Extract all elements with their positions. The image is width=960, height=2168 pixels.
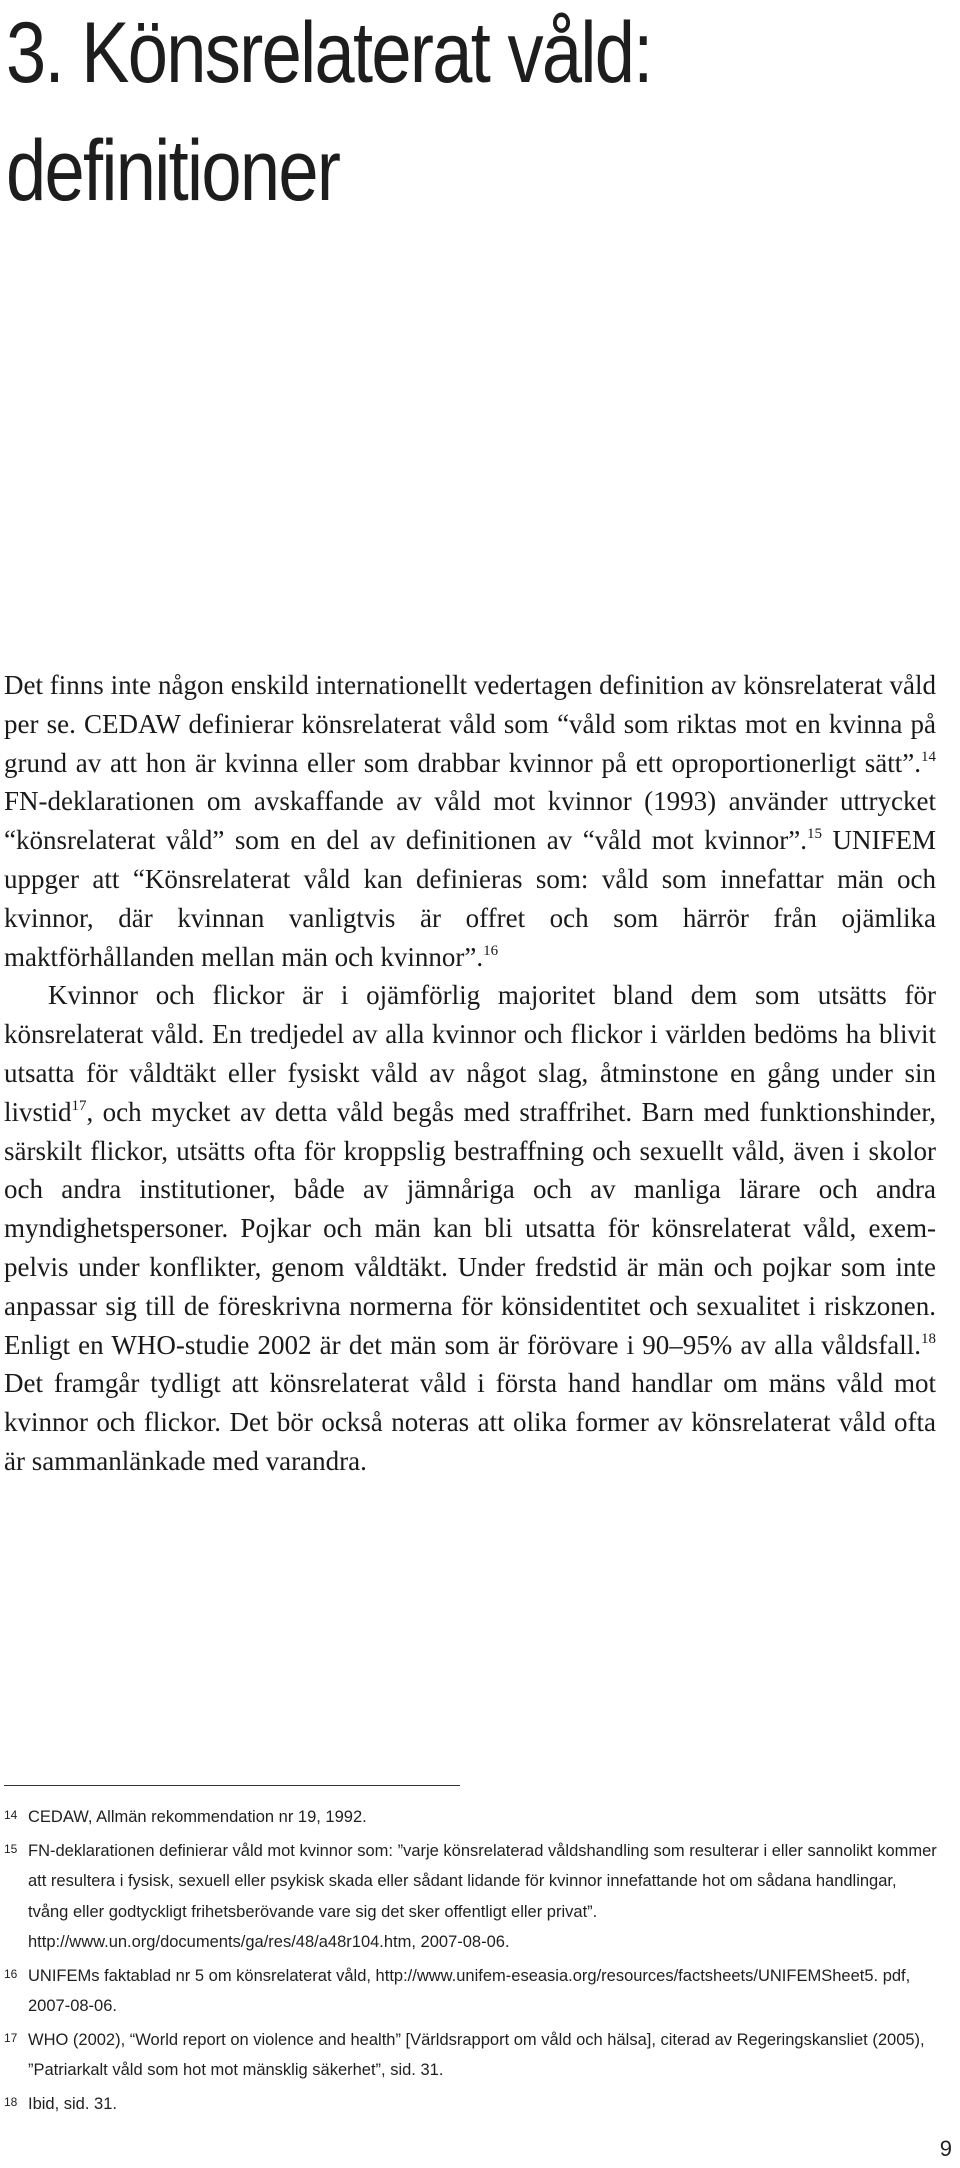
footnote-ref-14[interactable]: 14	[921, 748, 936, 765]
footnote-15	[4, 1836, 939, 1958]
footnote-text: WHO (2002), “World report on violence and health” [Världsrapport om våld och hälsa], citerad av Regeringskansliet (2005), ”Patriarkalt våld som hot mot mänsklig säkerhet”, sid. 31.	[28, 2030, 925, 2079]
footnote-number: 14	[4, 1808, 18, 1822]
footnote-text: CEDAW, Allmän rekommendation nr 19, 1992.	[28, 1808, 367, 1826]
footnote-ref-17[interactable]: 17	[71, 1097, 87, 1114]
p2-sentence-1: Kvinnor och flickor är i ojämförlig majoritet bland dem som utsätts för könsrelaterat våld. En tredjedel av alla kvinnor och flickor i världen bedöms ha blivit utsatta för våldtäkt eller fysiskt våld av något slag, åtminstone en gång under sin livstid	[4, 980, 936, 1127]
footnote-text: Ibid, sid. 31.	[28, 2094, 117, 2113]
page-number: 9	[939, 2136, 952, 2161]
footnote-18	[4, 2089, 939, 2120]
chapter-title: 3. Könsrelaterat våld: definitioner	[6, 5, 652, 219]
p1-sentence-3: UNIFEM uppger att “Könsrelaterat våld kan definieras som: våld som innefattar män och kvinnor, där kvinnan vanligtvis är offret och som härrör från ojämlika maktförhållanden mellan män och kvinnor”.	[4, 825, 936, 972]
footnote-number: 16	[4, 1966, 18, 1981]
footnote-text: FN-deklarationen definierar våld mot kvinnor som: ”varje könsrelaterad våldshandling som resulterar i eller sannolikt kommer att resultera i fysisk, sexuell eller psykisk skada eller sådant lidande för kvinnor innefattande hot om sådana handlingar, tvång eller godtyckligt frihetsberövande vare sig det sker offentligt eller privat”. http://www.un.org/documents/ga/res/48/a48r104.htm, 2007-08-06.	[28, 1841, 937, 1951]
footnotes	[4, 1802, 939, 2122]
paragraph-1	[4, 666, 936, 976]
footnote-divider	[4, 1785, 460, 1786]
footnote-number: 18	[4, 2094, 18, 2109]
footnote-number: 17	[4, 2030, 18, 2045]
footnote-number: 15	[4, 1841, 18, 1856]
footnote-ref-15[interactable]: 15	[806, 826, 822, 843]
footnote-17	[4, 2025, 939, 2086]
footnote-16	[4, 1961, 939, 2022]
paragraph-2	[4, 976, 936, 1480]
body-text	[4, 666, 936, 1481]
footnote-ref-16[interactable]: 16	[483, 942, 499, 959]
p2-sentence-3: Det framgår tydligt att könsrelaterat våld i första hand handlar om mäns våld mot kvinnor och flickor. Det bör också noteras att olika former av könsrelaterat våld ofta är sammanlänkade med varandra.	[4, 1368, 936, 1476]
p2-sentence-2: , och mycket av detta våld begås med straffrihet. Barn med funktionshinder, särskilt flickor, utsätts ofta för kroppslig bestraffning och sexuellt våld, även i skolor och andra institutioner, både av jämnåriga och av manliga lärare och andra myndighetspersoner. Pojkar och män kan bli utsatta för könsrelaterat våld, exempelvis under konflikter, genom våldtäkt. Under fredstid är män och pojkar som inte anpassar sig till de föreskrivna normerna för könsidentitet och sexualitet i riskzonen. Enligt en WHO-studie 2002 är det män som är förövare i 90–95% av alla våldsfall.	[4, 1096, 936, 1360]
p1-sentence-2: FN-deklarationen om avskaffande av våld mot kvinnor (1993) använder uttrycket “könsrelaterat våld” som en del av definitionen av “våld mot kvinnor”.	[4, 786, 936, 856]
footnote-ref-18[interactable]: 18	[921, 1330, 936, 1347]
footnote-14	[4, 1802, 939, 1833]
p1-sentence-1: Det finns inte någon enskild internationellt vedertagen definition av könsrelaterat våld per se. CEDAW definierar könsrelaterat våld som “våld som riktas mot en kvinna på grund av att hon är kvinna eller som drabbar kvinnor på ett oproportionerligt sätt”.	[4, 670, 936, 778]
footnote-text: UNIFEMs faktablad nr 5 om könsrelaterat våld, http://www.unifem-eseasia.org/resources/factsheets/UNIFEMSheet5. pdf, 2007-08-06.	[28, 1966, 911, 2015]
